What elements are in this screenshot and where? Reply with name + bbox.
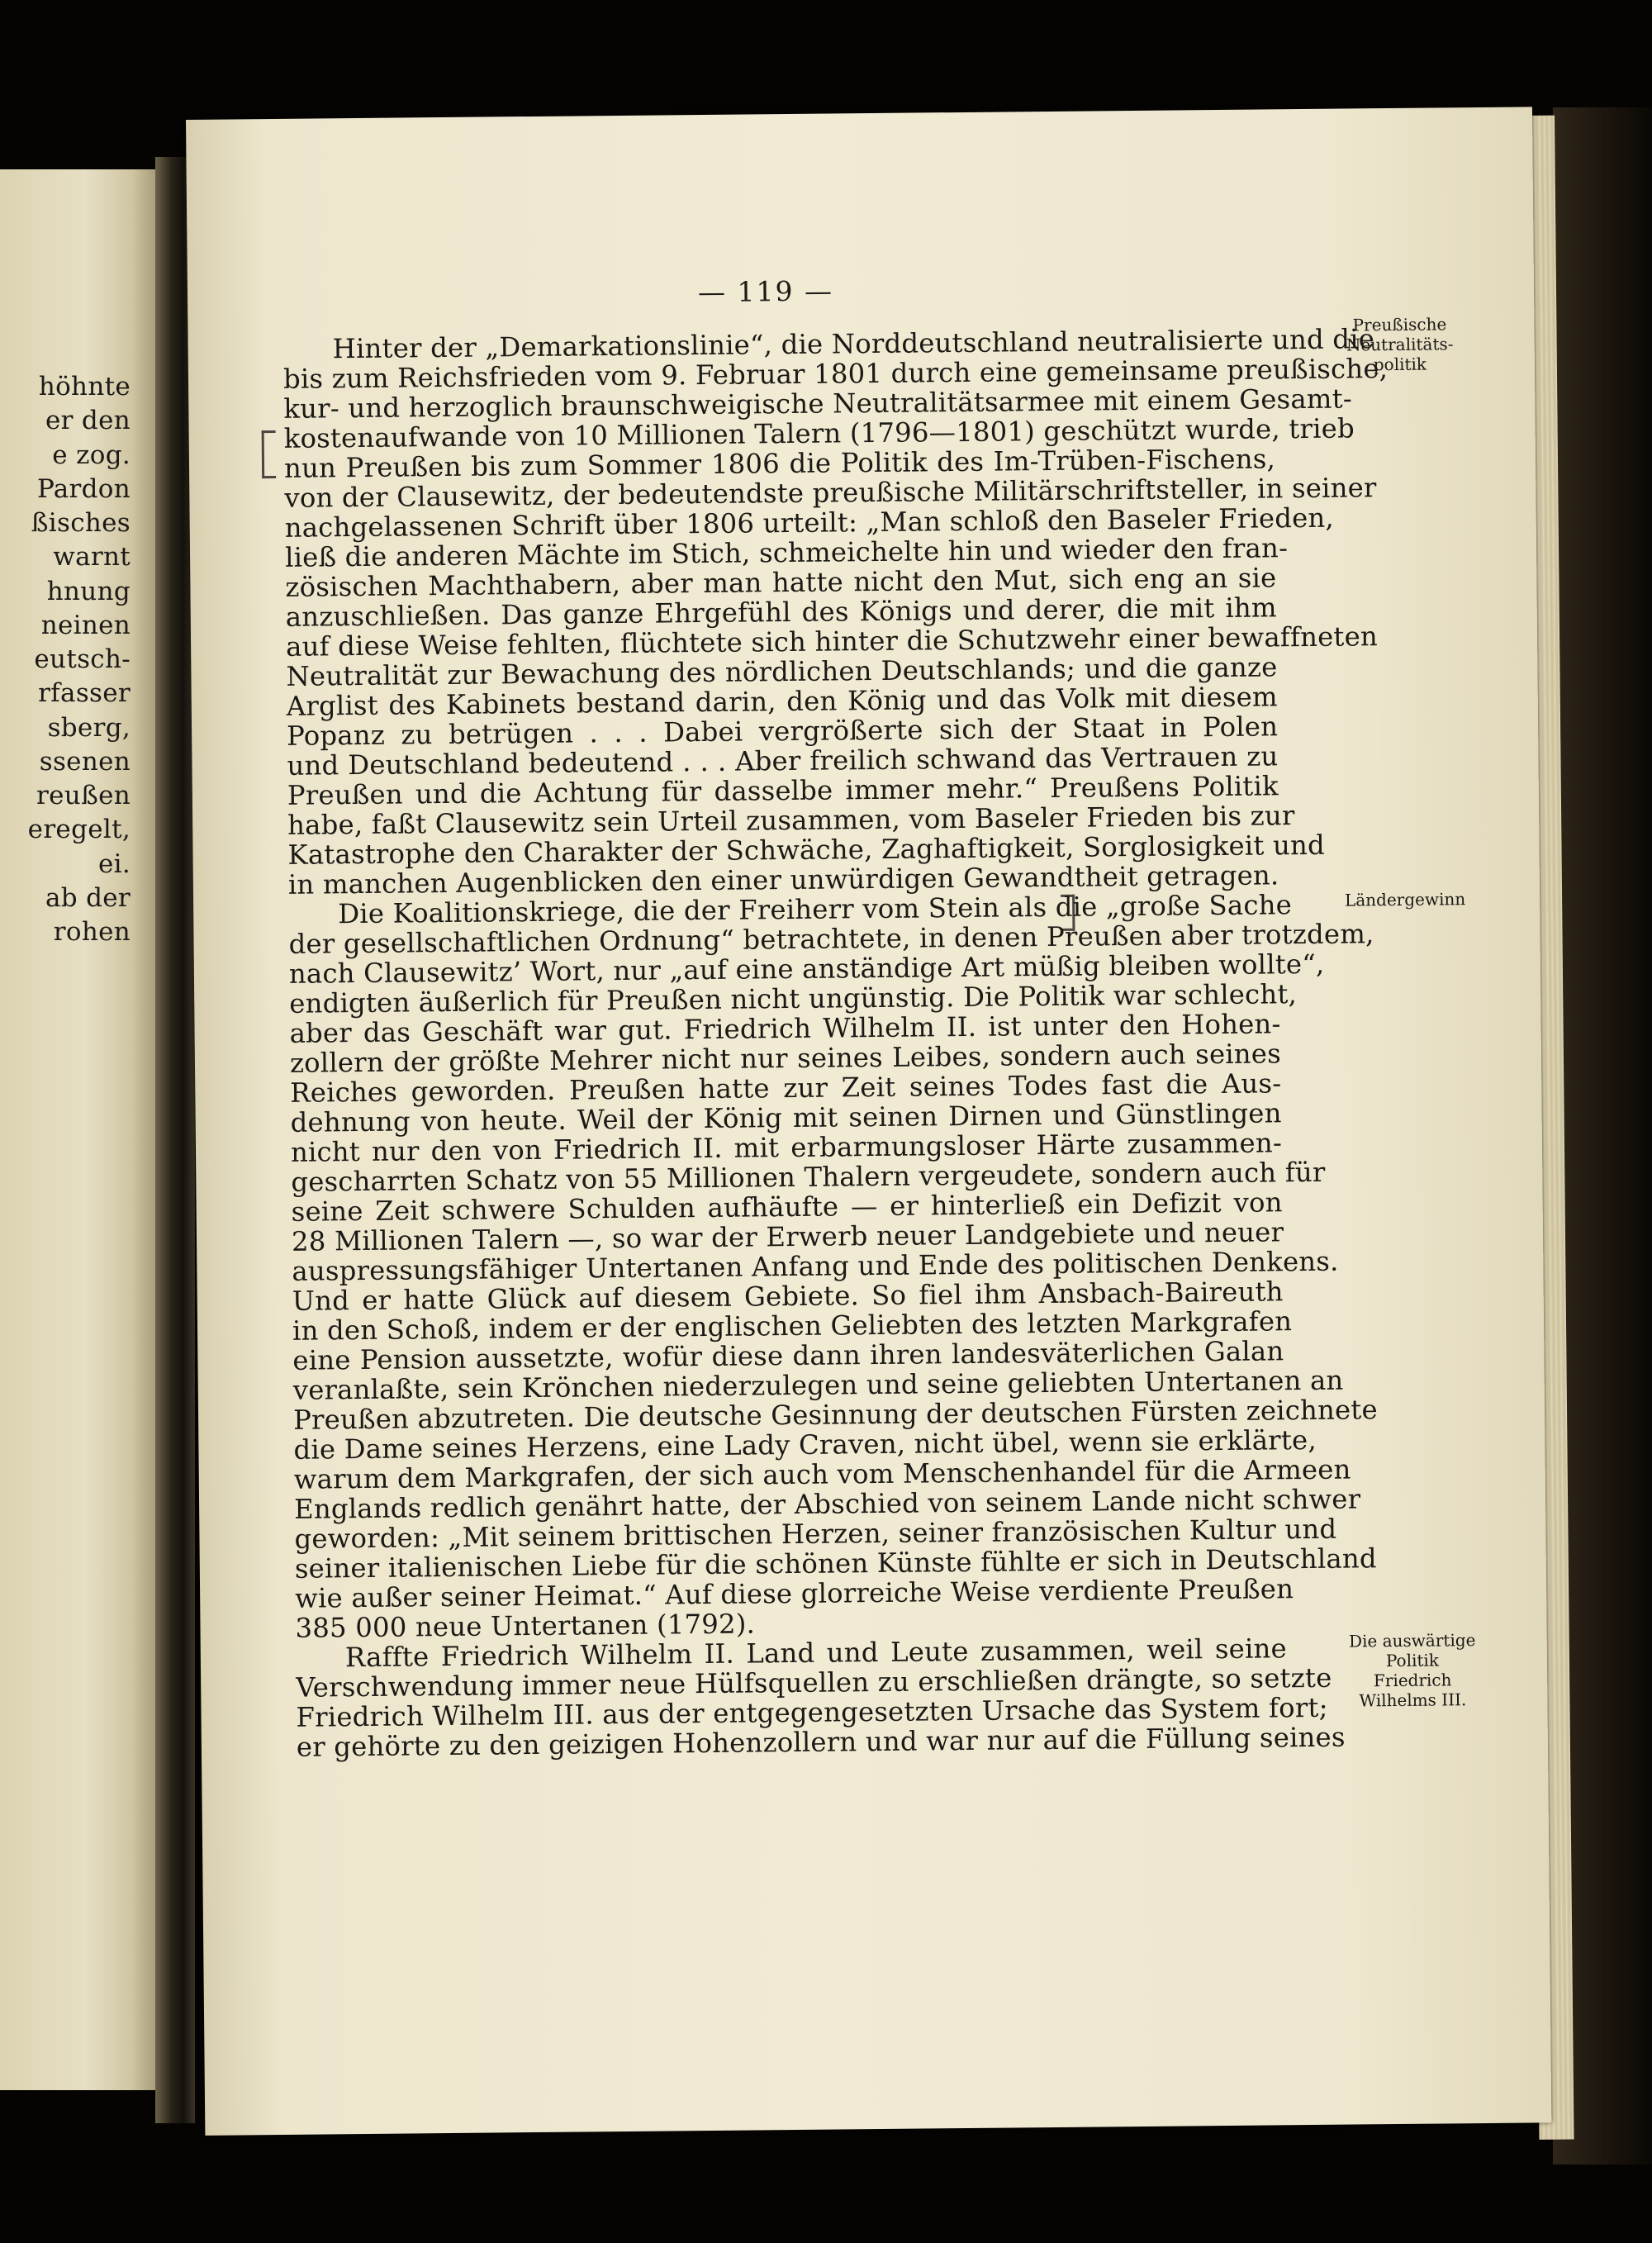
left-page-line: rohen [53,917,131,947]
left-page-line: ab der [45,883,131,913]
left-page-line: sberg, [47,713,131,743]
text-line: Neutralität zur Bewachung des nördlichen Deutschlands; und die ganze [286,651,1278,692]
left-page-line: hnung [46,577,131,606]
right-page [186,107,1551,2136]
text-line: geworden: „Mit seinem brittischen Herzen, seiner französischen Kultur und [294,1513,1337,1555]
text-line: Friedrich Wilhelm III. aus der entgegengesetzten Ursache das System fort; [296,1691,1328,1733]
text-line: Und er hatte Glück auf diesem Gebiete. So fiel ihm Ansbach-Baireuth [292,1276,1284,1317]
text-line: seiner italienischen Liebe für die schönen Künste fühlte er sich in Deutschland [294,1542,1377,1585]
text-line: auf diese Weise fehlten, flüchtete sich hinter die Schutzwehr einer bewaffneten [285,620,1379,663]
text-line: Englands redlich genährt hatte, der Abschied von seinem Lande nicht schwer [293,1483,1361,1525]
text-line: aber das Geschäft war gut. Friedrich Wilhelm II. ist unter den Hohen- [289,1008,1281,1049]
text-line: eine Pension aussetzte, wofür diese dann ihren landesväterlichen Galan [292,1335,1284,1376]
text-line: kur- und herzoglich braunschweigische Neutralitätsarmee mit einem Gesamt- [283,383,1353,425]
opening-bracket-mark [262,430,277,478]
page-number: — 119 — [697,274,834,309]
text-line: veranlaßte, sein Krönchen niederzulegen und seine geliebten Untertanen an [292,1364,1344,1406]
text-line: er gehörte zu den geizigen Hohenzollern und war nur auf die Füllung seines [296,1721,1346,1763]
text-line: Die Koalitionskriege, die der Freiherr vom Stein als die „große Sache [338,889,1293,930]
text-line: seine Zeit schwere Schulden aufhäufte — er hinterließ ein Defizit von [291,1186,1283,1228]
text-line: 385 000 neue Untertanen (1792). [295,1608,756,1644]
left-page-line: höhnte [38,372,131,402]
left-page-line: neinen [40,611,131,640]
left-page-line: er den [45,406,131,435]
left-facing-page [0,169,155,2090]
text-line: kostenaufwande von 10 Millionen Talern (1796—1801) geschützt wurde, trieb [283,412,1355,454]
text-line: wie außer seiner Heimat.“ Auf diese glorreiche Weise verdiente Preußen [295,1573,1294,1614]
text-line: Arglist des Kabinets bestand darin, den König und das Volk mit diesem [286,681,1278,722]
text-line: Reiches geworden. Preußen hatte zur Zeit seines Todes fast die Aus- [290,1067,1282,1109]
text-line: in manchen Augenblicken den einer unwürdigen Gewandtheit getragen. [287,859,1279,901]
margin-note-territorial-gain: Ländergewinn [1344,889,1466,910]
text-line: 28 Millionen Talern —, so war der Erwerb neuer Landgebiete und neuer [291,1216,1284,1257]
text-line: der gesellschaftlichen Ordnung“ betrachtete, in denen Preußen aber trotzdem, [288,918,1374,960]
left-page-line: rfasser [38,678,131,708]
text-line: nun Preußen bis zum Sommer 1806 die Politik des Im-Trüben-Fischens, [283,443,1276,484]
body-text [282,323,1389,1763]
left-page-line: reußen [36,781,131,810]
text-line: nicht nur den von Friedrich II. mit erbarmungsloser Härte zusammen- [290,1127,1283,1168]
margin-note-neutrality-policy: Preußische Neutralitäts- politik [1346,314,1454,375]
text-line: Raffte Friedrich Wilhelm II. Land und Leute zusammen, weil seine [344,1632,1288,1674]
text-line: gescharrten Schatz von 55 Millionen Thalern vergeudete, sondern auch für [291,1156,1326,1198]
text-line: auspressungsfähiger Untertanen Anfang und Ende des politischen Denkens. [292,1245,1339,1287]
margin-note-foreign-policy: Die auswärtige Politik Friedrich Wilhelms III. [1348,1630,1476,1711]
text-line: die Dame seines Herzens, eine Lady Craven, nicht übel, wenn sie erklärte, [293,1423,1317,1466]
left-page-line: Pardon [36,474,131,504]
left-page-line: e zog. [52,440,131,470]
text-line: Popanz zu betrügen . . . Dabei vergrößerte sich der Staat in Polen [286,710,1279,752]
text-line: in den Schoß, indem er der englischen Geliebten des letzten Markgrafen [292,1305,1293,1347]
text-line: ließ die anderen Mächte im Stich, schmeichelte hin und wieder den fran- [284,532,1289,573]
text-line: anzuschließen. Das ganze Ehrgefühl des Königs und derer, die mit ihm [285,592,1277,633]
text-line: zösischen Machthabern, aber man hatte nicht den Mut, sich eng an sie [285,562,1277,603]
text-line: habe, faßt Clausewitz sein Urteil zusammen, vom Baseler Frieden bis zur [287,800,1295,841]
text-line: bis zum Reichsfrieden vom 9. Februar 1801 durch eine gemeinsame preußische, [282,353,1389,395]
text-line: Hinter der „Demarkationslinie“, die Norddeutschland neutralisierte und die [332,323,1375,365]
text-line: zollern der größte Mehrer nicht nur seines Leibes, sondern auch seines [289,1038,1282,1079]
text-line: Katastrophe den Charakter der Schwäche, Zaghaftigkeit, Sorglosigkeit und [287,829,1326,871]
text-line: Preußen und die Achtung für dasselbe immer mehr.“ Preußens Politik [287,770,1279,811]
text-line: Preußen abzutreten. Die deutsche Gesinnung der deutschen Fürsten zeichnete [292,1394,1378,1436]
left-page-line: ei. [97,849,131,879]
margin-notes [1294,107,1501,1711]
text-line: dehnung von heute. Weil der König mit seinen Dirnen und Günstlingen [290,1097,1282,1138]
text-line: nachgelassenen Schrift über 1806 urteilt: „Man schloß den Baseler Frieden, [284,501,1335,544]
left-page-line: eutsch- [34,644,131,674]
text-line: warum dem Markgrafen, der sich auch vom Menschenhandel für die Armeen [293,1453,1351,1495]
text-line: und Deutschland bedeutend . . . Aber freilich schwand das Vertrauen zu [287,740,1279,782]
text-line: endigten äußerlich für Preußen nicht ungünstig. Die Politik war schlecht, [289,978,1298,1019]
left-page-line: ßisches [31,508,131,538]
text-line: Verschwendung immer neue Hülfsquellen zu erschließen drängte, so setzte [296,1661,1332,1704]
left-page-line: ssenen [39,747,131,777]
text-line: nach Clausewitz’ Wort, nur „auf eine anständige Art müßig bleiben wollte“, [288,948,1325,990]
left-page-line: warnt [53,542,131,572]
left-page-line: eregelt, [27,815,131,844]
text-line: von der Clausewitz, der bedeutendste preußische Militärschriftsteller, in seiner [284,472,1377,514]
